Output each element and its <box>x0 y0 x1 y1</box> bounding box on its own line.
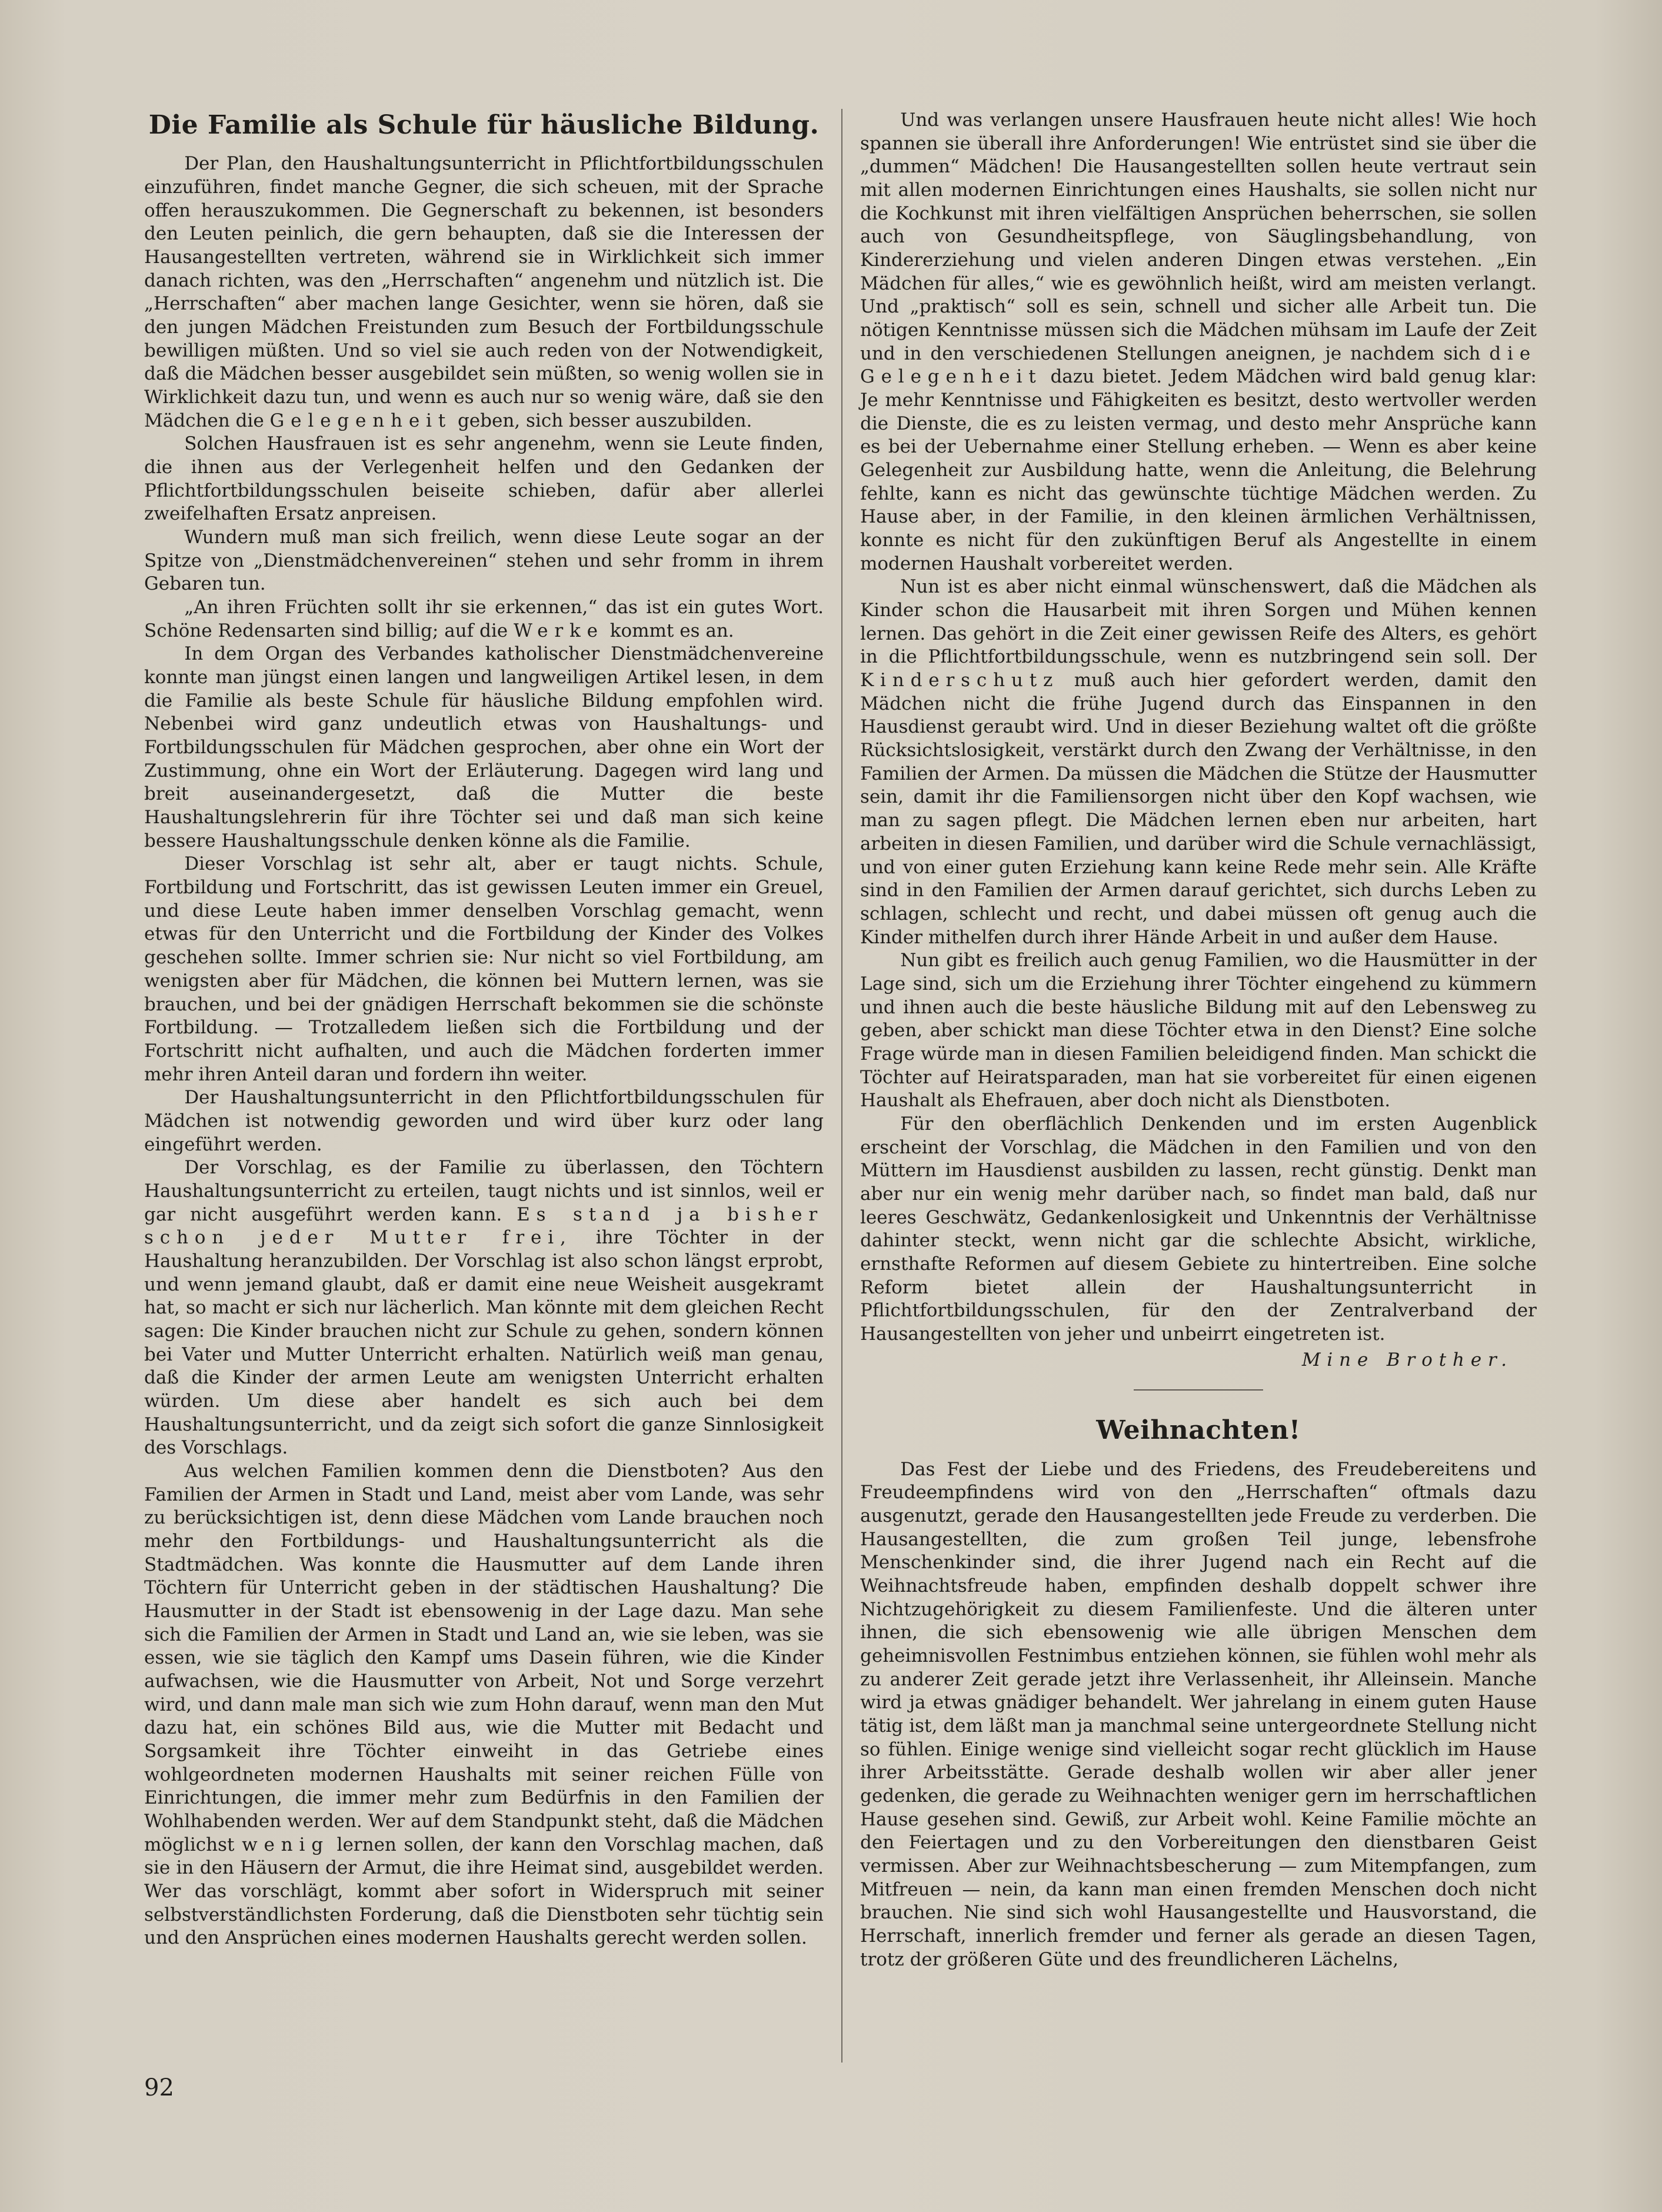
article-title-weihnachten: Weihnachten! <box>1096 1415 1301 1446</box>
paragraph: Dieser Vorschlag ist sehr alt, aber er taugt nichts. Schule, Fortbildung und Fortschritt, das ist gewissen Leuten immer ein Greuel, und diese Leute haben immer denselben Vorschlag gemacht, wenn etwas für den Unterricht und die Fortbildung der Kinder des Volkes geschehen sollte. Immer schrien sie: Nur nicht so viel Fortbildung, am wenigsten aber für Mädchen, die können bei Muttern lernen, was sie brauchen, und bei der gnädigen Herrschaft bekommen sie die schönste Fortbildung. — Trotzalledem ließen sich die Fortbildung und der Fortschritt nicht aufhalten, und auch die Mädchen forderten immer mehr ihren Anteil daran und fordern ihn weiter. <box>144 853 824 1085</box>
article-body-weihnachten <box>860 1458 1537 1972</box>
paragraph: Wundern muß man sich freilich, wenn diese Leute sogar an der Spitze von „Dienstmädchenvereinen“ stehen und sehr fromm in ihrem Gebaren tun. <box>144 527 824 595</box>
article-body-familie-continued <box>860 109 1537 1372</box>
paragraph: In dem Organ des Verbandes katholischer Dienstmädchenvereine konnte man jüngst einen langen und langweiligen Artikel lesen, in dem die Familie als beste Schule für häusliche Bildung empfohlen wird. Nebenbei wird ganz undeutlich etwas von Haushaltungs- und Fortbildungsschulen für Mädchen gesprochen, aber ohne ein Wort der Zustimmung, ohne ein Wort der Erläuterung. Dagegen wird lang und breit auseinandergesetzt, daß die Mutter die beste Haushaltungslehrerin für ihre Töchter sei und daß man sich keine bessere Haushaltungsschule denken könne als die Familie. <box>144 643 824 851</box>
paragraph: Das Fest der Liebe und des Friedens, des Freudebereitens und Freudeempfindens wird von den „Herrschaften“ oftmals dazu ausgenutzt, gerade den Hausangestellten jede Freude zu verderben. Die Hausangestellten, die zum großen Teil junge, lebensfrohe Menschenkinder sind, die ihrer Jugend nach ein Recht auf die Weihnachtsfreude haben, empfinden deshalb doppelt schwer ihre Nichtzugehörigkeit zu diesem Familienfeste. Und die älteren unter ihnen, die sich ebensowenig wie alle übrigen Menschen dem geheimnisvollen Festnimbus entziehen können, sie fühlen wohl mehr als zu anderer Zeit gerade jetzt ihre Verlassenheit, ihr Alleinsein. Manche wird ja etwas gnädiger behandelt. Wer jahrelang in einem guten Hause tätig ist, dem läßt man ja manchmal seine untergeordnete Stellung nicht so fühlen. Einige wenige sind vielleicht sogar recht glücklich im Hause ihrer Arbeitsstätte. Gerade deshalb wollen wir aber aller jener gedenken, die gerade zu Weihnachten weniger gern im herrschaftlichen Hause gesehen sind. Gewiß, zur Arbeit wohl. Keine Familie möchte an den Feiertagen und zu den Vorbereitungen den dienstbaren Geist vermissen. Aber zur Weihnachtsbescherung — zum Mitempfangen, zum Mitfreuen — nein, da kann man einen fremden Menschen doch nicht brauchen. Nie sind sich wohl Hausangestellte und Hausvorstand, die Herrschaft, innerlich fremder und ferner als gerade an diesen Tagen, trotz der größeren Güte und des freundlicheren Lächelns, <box>860 1458 1537 1970</box>
paragraph: Nun gibt es freilich auch genug Familien, wo die Hausmütter in der Lage sind, sich um die Erziehung ihrer Töchter eingehend zu kümmern und ihnen auch die beste häusliche Bildung mit auf den Lebensweg zu geben, aber schickt man diese Töchter etwa in den Dienst? Eine solche Frage würde man in diesen Familien beleidigend finden. Man schickt die Töchter auf Heiratsparaden, man hat sie vorbereitet für einen eigenen Haushalt als Ehefrauen, aber doch nicht als Dienstboten. <box>860 950 1537 1112</box>
column-divider <box>841 109 842 2063</box>
right-column <box>860 109 1537 1971</box>
article-body-familie <box>144 152 824 1950</box>
paragraph: Der Vorschlag, es der Familie zu überlassen, den Töchtern Haushaltungsunterricht zu erteilen, taugt nichts und ist sinnlos, weil er gar nicht ausgeführt werden kann. Es stand ja bisher schon jeder Mutter frei, ihre Töchter in der Haushaltung heranzubilden. Der Vorschlag ist also schon längst erprobt, und wenn jemand glaubt, daß er damit eine neue Weisheit ausgekramt hat, so macht er sich nur lächerlich. Man könnte mit dem gleichen Recht sagen: Die Kinder brauchen nicht zur Schule zu gehen, sondern können bei Vater und Mutter Unterricht erhalten. Natürlich weiß man genau, daß die Kinder der armen Leute am wenigsten Unterricht erhalten würden. Um diese aber handelt es sich auch bei dem Haushaltungsunterricht, und da zeigt sich sofort die ganze Sinnlosigkeit des Vorschlags. <box>144 1157 824 1459</box>
author-signature: Mine Brother. <box>1301 1349 1513 1371</box>
paragraph: „An ihren Früchten sollt ihr sie erkennen,“ das ist ein gutes Wort. Schöne Redensarten sind billig; auf die Werke kommt es an. <box>144 597 824 641</box>
paragraph: Für den oberflächlich Denkenden und im ersten Augenblick erscheint der Vorschlag, die Mädchen in den Familien und von den Müttern im Hausdienst ausbilden zu lassen, recht günstig. Denkt man aber nur ein wenig mehr darüber nach, so findet man bald, daß nur leeres Geschwätz, Gedankenlosigkeit und Unkenntnis der Verhältnisse dahinter steckt, wenn nicht gar die schlechte Absicht, wirkliche, ernsthafte Reformen auf diesem Gebiete zu hintertreiben. Eine solche Reform bietet allein der Haushaltungsunterricht in Pflichtfortbildungsschulen, für den der Zentralverband der Hausangestellten von jeher und unbeirrt eingetreten ist. <box>860 1113 1537 1345</box>
paragraph: Der Haushaltungsunterricht in den Pflichtfortbildungsschulen für Mädchen ist notwendig geworden und wird über kurz oder lang eingeführt werden. <box>144 1087 824 1155</box>
article-separator <box>1134 1389 1263 1391</box>
left-column <box>144 109 824 1950</box>
page-number: 92 <box>144 2074 174 2101</box>
paragraph: Aus welchen Familien kommen denn die Dienstboten? Aus den Familien der Armen in Stadt und Land, meist aber vom Lande, was sehr zu berücksichtigen ist, denn diese Mädchen vom Lande brauchen noch mehr den Fortbildungs- und Haushaltungsunterricht als die Stadtmädchen. Was konnte die Hausmutter auf dem Lande ihren Töchtern für Unterricht geben in der städtischen Haushaltung? Die Hausmutter in der Stadt ist ebensowenig in der Lage dazu. Man sehe sich die Familien der Armen in Stadt und Land an, wie sie leben, was sie essen, wie sie täglich den Kampf ums Dasein führen, wie die Kinder aufwachsen, wie die Hausmutter von Arbeit, Not und Sorge verzehrt wird, und dann male man sich wie zum Hohn darauf, wenn man den Mut dazu hat, ein schönes Bild aus, wie die Mutter mit Bedacht und Sorgsamkeit ihre Töchter einweiht in das Getriebe eines wohlgeordneten modernen Haushalts mit seiner reichen Fülle von Einrichtungen, die immer mehr zum Bedürfnis in den Familien der Wohlhabenden werden. Wer auf dem Standpunkt steht, daß die Mädchen möglichst wenig lernen sollen, der kann den Vorschlag machen, daß sie in den Häusern der Armut, die ihre Heimat sind, ausgebildet werden. Wer das vorschlägt, kommt aber sofort in Widerspruch mit seiner selbstverständlichsten Forderung, daß die Dienstboten sehr tüchtig sein und den Ansprüchen eines modernen Haushalts gerecht werden sollen. <box>144 1460 824 1949</box>
article-title-familie: Die Familie als Schule für häusliche Bildung. <box>148 110 820 140</box>
paragraph: Solchen Hausfrauen ist es sehr angenehm, wenn sie Leute finden, die ihnen aus der Verlegenheit helfen und den Gedanken der Pflichtfortbildungsschulen beiseite schieben, dafür aber allerlei zweifelhaften Ersatz anpreisen. <box>144 433 824 525</box>
paragraph: Der Plan, den Haushaltungsunterricht in Pflichtfortbildungsschulen einzuführen, findet manche Gegner, die sich scheuen, mit der Sprache offen herauszukommen. Die Gegnerschaft zu bekennen, ist besonders den Leuten peinlich, die gern behaupten, daß sie die Interessen der Hausangestellten vertreten, während sie in Wirklichkeit sich immer danach richten, was den „Herrschaften“ angenehm und nützlich ist. Die „Herrschaften“ aber machen lange Gesichter, wenn sie hören, daß sie den jungen Mädchen Freistunden zum Besuch der Fortbildungsschule bewilligen müßten. Und so viel sie auch reden von der Notwendigkeit, daß die Mädchen besser ausgebildet sein müßten, so wenig wollen sie in Wirklichkeit dazu tun, und wenn es auch nur so wenig wäre, daß sie den Mädchen die Gelegenheit geben, sich besser auszubilden. <box>144 153 824 431</box>
paragraph: Und was verlangen unsere Hausfrauen heute nicht alles! Wie hoch spannen sie überall ihre Anforderungen! Wie entrüstet sind sie über die „dummen“ Mädchen! Die Hausangestellten sollen heute vertraut sein mit allen modernen Einrichtungen eines Haushalts, sie sollen nicht nur die Kochkunst mit ihren vielfältigen Ansprüchen beherrschen, sie sollen auch von Gesundheitspflege, von Säuglingsbehandlung, von Kindererziehung und vielen anderen Dingen etwas verstehen. „Ein Mädchen für alles,“ wie es gewöhnlich heißt, wird am meisten verlangt. Und „praktisch“ soll es sein, schnell und sicher alle Arbeit tun. Die nötigen Kenntnisse müssen sich die Mädchen mühsam im Laufe der Zeit und in den verschiedenen Stellungen aneignen, je nachdem sich die Gelegenheit dazu bietet. Jedem Mädchen wird bald genug klar: Je mehr Kenntnisse und Fähigkeiten es besitzt, desto wertvoller werden die Dienste, die es zu leisten vermag, und desto mehr Ansprüche kann es bei der Uebernahme einer Stellung erheben. — Wenn es aber keine Gelegenheit zur Ausbildung hatte, wenn die Anleitung, die Belehrung fehlte, kann es nicht das gewünschte tüchtige Mädchen werden. Zu Hause aber, in der Familie, in den kleinen ärmlichen Verhältnissen, konnte es nicht für den zukünftigen Beruf als Angestellte in einem modernen Haushalt vorbereitet werden. <box>860 109 1537 574</box>
paragraph: Nun ist es aber nicht einmal wünschenswert, daß die Mädchen als Kinder schon die Hausarbeit mit ihren Sorgen und Mühen kennen lernen. Das gehört in die Zeit einer gewissen Reife des Alters, es gehört in die Pflichtfortbildungsschule, wenn es nutzbringend sein soll. Der Kinderschutz muß auch hier gefordert werden, damit den Mädchen nicht die frühe Jugend durch das Einspannen in den Hausdienst geraubt wird. Und in dieser Beziehung waltet oft die größte Rücksichtslosigkeit, verstärkt durch den Zwang der Verhältnisse, in den Familien der Armen. Da müssen die Mädchen die Stütze der Hausmutter sein, damit ihr die Familiensorgen nicht über den Kopf wachsen, wie man zu sagen pflegt. Die Mädchen lernen eben nur arbeiten, hart arbeiten in diesen Familien, und darüber wird die Schule vernachlässigt, und von einer guten Erziehung kann keine Rede mehr sein. Alle Kräfte sind in den Familien der Armen darauf gerichtet, sich durchs Leben zu schlagen, schlecht und recht, und dabei müssen oft genug auch die Kinder mithelfen durch ihrer Hände Arbeit in und außer dem Hause. <box>860 576 1537 948</box>
